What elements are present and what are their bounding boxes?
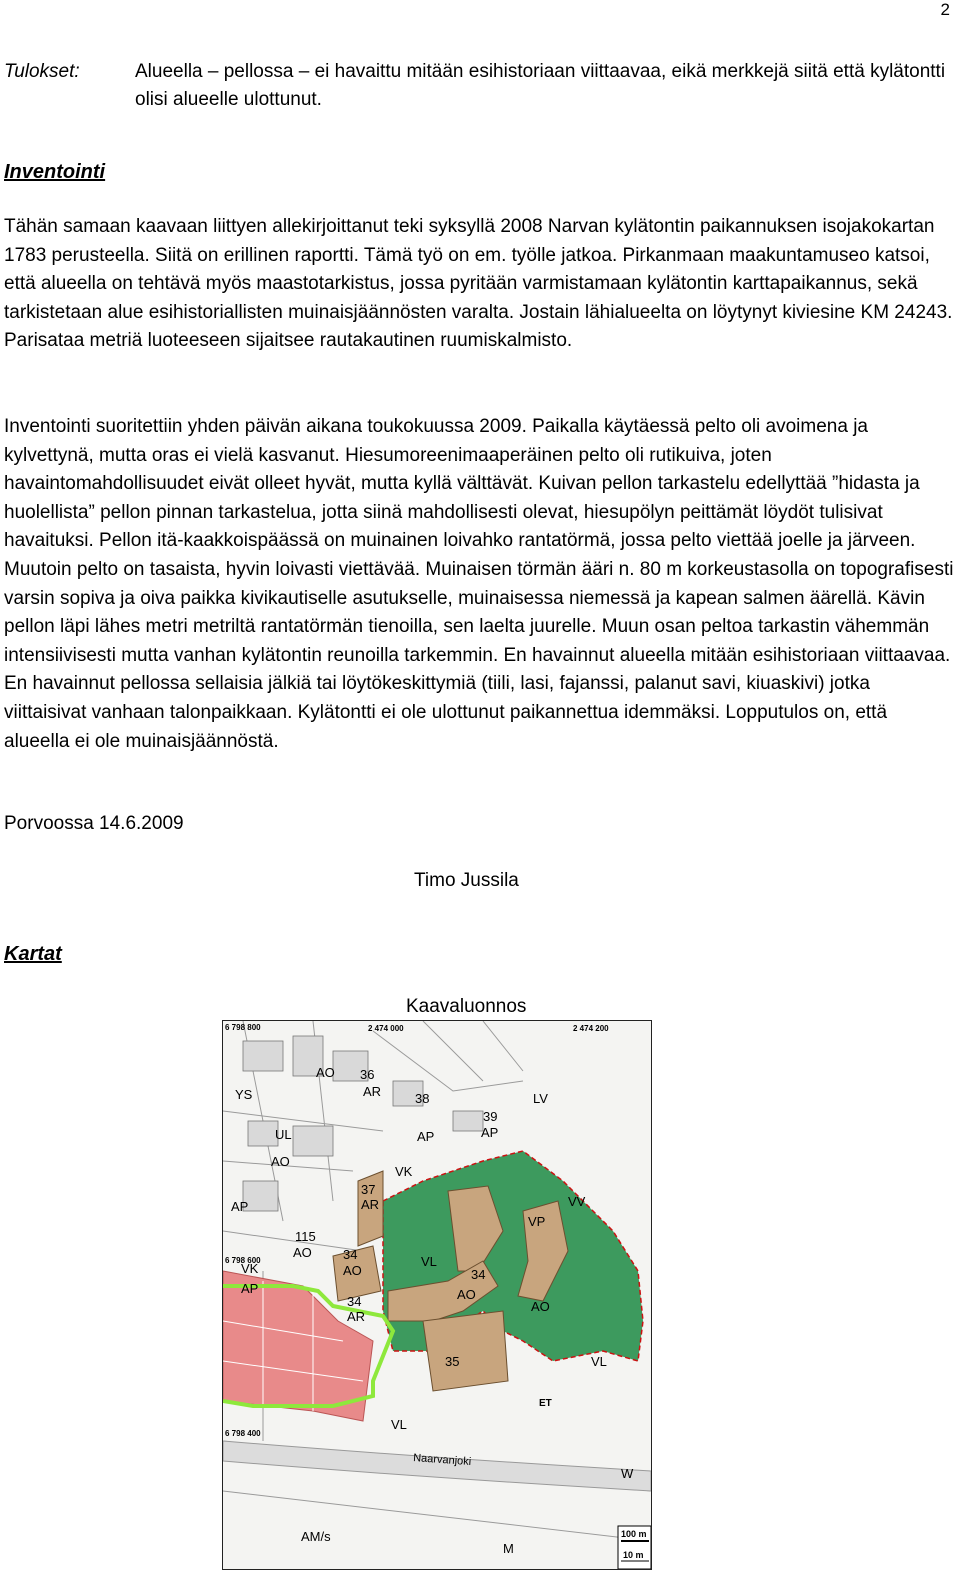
block-label: AO xyxy=(271,1154,290,1169)
map-title: Kaavaluonnos xyxy=(406,996,527,1017)
place-date: Porvoossa 14.6.2009 xyxy=(4,813,184,834)
scale-label: 100 m xyxy=(621,1529,647,1539)
block-label: 34 xyxy=(347,1294,362,1309)
signer-name: Timo Jussila xyxy=(414,870,519,891)
block-label: AP xyxy=(417,1129,435,1144)
block-label: 115 xyxy=(295,1229,316,1244)
block-label: 36 xyxy=(360,1067,375,1082)
coord-label: 6 798 400 xyxy=(225,1429,261,1438)
block-label: AO xyxy=(343,1263,362,1278)
block-label: AP xyxy=(241,1281,259,1296)
river-label: Naarvanjoki xyxy=(412,1452,472,1469)
page-number: 2 xyxy=(940,0,950,19)
block-label: AO xyxy=(316,1065,335,1080)
block-label: YS xyxy=(235,1087,253,1102)
block-label: VL xyxy=(421,1254,437,1269)
results-text: Alueella – pellossa – ei havaittu mitään esihistoriaan viittaavaa, eikä merkkejä siitä että kylätontti olisi alueelle ulottunut. xyxy=(135,61,946,110)
block-label: M xyxy=(503,1541,514,1556)
block-label: ET xyxy=(539,1398,552,1409)
block-label: AR xyxy=(363,1084,382,1099)
block-label: UL xyxy=(275,1127,292,1142)
paragraph-text: Inventointi suoritettiin yhden päivän aikana toukokuussa 2009. Paikalla käytäessä pelto oli avoimena ja kylvettynä, mutta oras ei vielä kasvanut. Hiesumoreenimaaperäinen pelto oli rutikuiva, joten havaintomahdollisuudet eivät olleet hyvät, mutta kyllä välttävät. Kuivan pellon tarkastelu edellyttää ”hidasta ja huolellista” pellon pinnan tarkastelua, jotta siinä mahdollisesti olevat, hiesupölyn peittämät löydöt tulisivat havaituksi. Pellon itä-kaakkoispäässä on muinainen loivahko rantatörmä, jossa pelto viettää joelle ja järveen. Muutoin pelto on tasaista, hyvin loivasti viettävää. Muinaisen törmän ääri n. 80 m korkeustasolla on topografisesti varsin sopiva ja oiva paikka kivikautiselle asutukselle, muinaisessa niemessä ja kapean salmen äärellä. Kävin pellon läpi lähes metri metriltä rantatörmän tienoilla, sen laelta juurelle. Muun osan peltoa tarkastin vähemmän intensiivisesti mutta vanhan kylätontin reunoilla tarkemmin. En havainnut alueella mitään esihistoriaan viittaavaa. En havainnut pellossa sellaisia jälkiä tai löytökeskittymiä (tiili, lasi, fajanssi, palanut savi, kiuaskivi) jotka viittaisivat vanhaan talonpaikkaan. Kylätontti ei ole ulottunut paikannettua idemmäksi. Lopputulos on, että alueella ei ole muinaisjäännöstä. xyxy=(4,416,954,752)
block-label: AP xyxy=(231,1199,249,1214)
block-label: LV xyxy=(533,1091,548,1106)
block-label: 37 xyxy=(361,1182,376,1197)
coord-label: 6 798 800 xyxy=(225,1023,261,1032)
scale-label: 10 m xyxy=(623,1550,644,1560)
paragraph-text: Tähän samaan kaavaan liittyen allekirjoittanut teki syksyllä 2008 Narvan kylätontin paikannuksen isojakokartan 1783 perusteella. Siitä on erillinen raportti. Tämä työ on em. työlle jatkoa. Pirkanmaan maakuntamuseo katsoi, että alueella on tehtävä myös maastotarkistus, jossa pyritään varmistamaan kylätontin karttapaikannus, sekä tarkistetaan alue esihistoriallisten muinaisjäännösten varalta. Jostain lähialueelta on löytynyt kiviesine KM 24243. Parisataa metriä luoteeseen sijaitsee rautakautinen ruumiskalmisto. xyxy=(4,216,953,352)
coord-label: 6 798 600 xyxy=(225,1256,261,1265)
results-section xyxy=(4,58,954,114)
coord-label: 2 474 200 xyxy=(573,1024,609,1033)
block-label: AR xyxy=(347,1309,366,1324)
block-label: AP xyxy=(481,1125,499,1140)
coord-label: 2 474 000 xyxy=(368,1024,404,1033)
block-label: 34 xyxy=(343,1247,358,1262)
inventory-heading: Inventointi xyxy=(4,161,106,183)
block-label: 39 xyxy=(483,1109,498,1124)
block-label: AO xyxy=(293,1245,312,1260)
inventory-paragraph-1 xyxy=(4,213,954,356)
block-label: 38 xyxy=(415,1091,430,1106)
block-label: AO xyxy=(457,1287,476,1302)
block-label: AR xyxy=(361,1197,380,1212)
maps-heading: Kartat xyxy=(4,943,62,965)
block-label: AM/s xyxy=(301,1529,331,1544)
block-label: VL xyxy=(391,1417,407,1432)
block-label: VL xyxy=(591,1354,607,1369)
block-label: 35 xyxy=(445,1354,460,1369)
plan-draft-map xyxy=(222,1020,652,1570)
block-label: VK xyxy=(395,1164,413,1179)
block-label: W xyxy=(621,1466,634,1481)
block-label: VP xyxy=(528,1214,546,1229)
block-label: AO xyxy=(531,1299,550,1314)
block-label: VV xyxy=(568,1194,586,1209)
inventory-paragraph-2 xyxy=(4,413,954,756)
block-label: VK xyxy=(241,1261,259,1276)
map-graphic xyxy=(223,1021,651,1569)
results-label: Tulokset: xyxy=(4,61,80,82)
block-label: 34 xyxy=(471,1267,486,1282)
